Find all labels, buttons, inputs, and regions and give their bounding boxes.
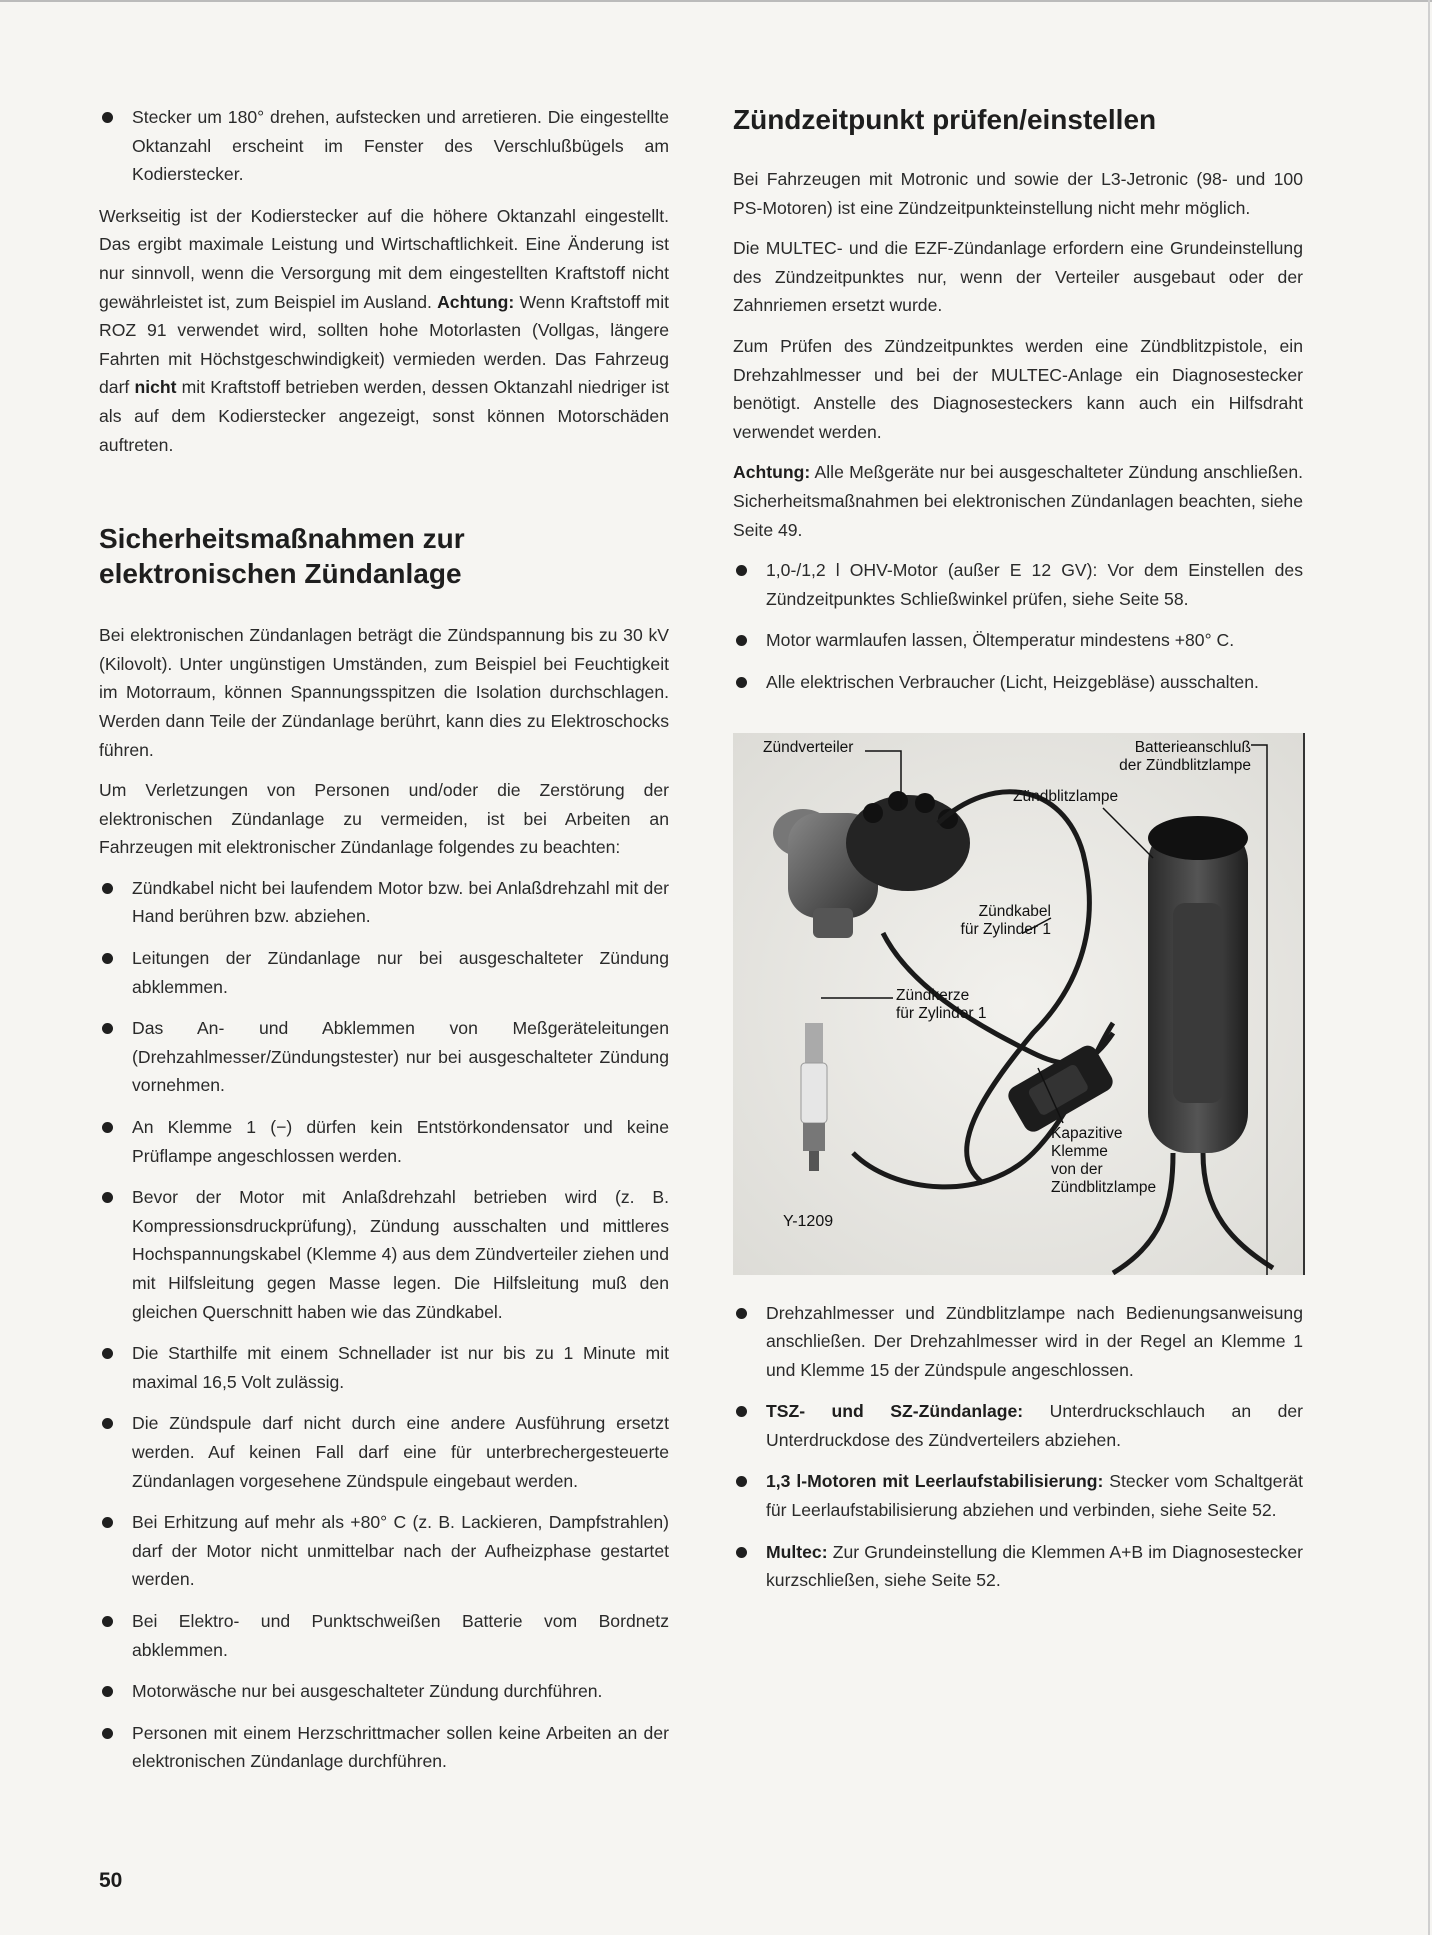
list-item: Bei Elektro- und Punktschweißen Batterie vom Bordnetz abklemmen. (99, 1607, 669, 1664)
bold-nicht: nicht (134, 377, 177, 398)
timing-light-shape (1148, 816, 1248, 1153)
section-heading-safety (99, 521, 669, 591)
list-item: Bei Erhitzung auf mehr als +80° C (z. B. Lackieren, Dampfstrahlen) darf der Motor nicht unmittelbar nach der Aufheizphase gestartet werden. (99, 1508, 669, 1594)
list-item (733, 1538, 1303, 1595)
list-item: Die Starthilfe mit einem Schnellader ist nur bis zu 1 Minute mit maximal 16,5 Volt zulässig. (99, 1339, 669, 1396)
bullet-lead: Multec: (766, 1541, 828, 1562)
bullet-text: Zur Grundeinstellung die Klemmen A+B im Diagnosestecker kurzschließen, siehe Seite 52. (766, 1541, 1304, 1591)
bullet-text: Unterdruckschlauch an der Unterdruckdose des Zündverteilers abziehen. (766, 1401, 1303, 1450)
prep-bullet-list (733, 556, 1303, 696)
label-spark-plug (896, 987, 986, 1023)
label-battery-connection (1101, 739, 1251, 775)
list-item (733, 1299, 1303, 1385)
list-item: Alle elektrischen Verbraucher (Licht, Heizgebläse) ausschalten. (733, 668, 1303, 697)
list-item (733, 1397, 1303, 1454)
paragraph-multec: Die MULTEC- und die EZF-Zündanlage erfordern eine Grundeinstellung des Zündzeitpunktes nur, wenn der Verteiler ausgebaut oder der Zahnriemen ersetzt wurde. (733, 238, 1303, 316)
label-distributor: Zündverteiler (763, 738, 854, 756)
para-text: Alle Meßgeräte nur bei ausgeschalteter Zündung anschließen. Sicherheitsmaßnahmen bei elektronischen Zündanlagen beachten, siehe Seite 49. (733, 462, 1303, 540)
label-line: der Zündblitzlampe (1119, 756, 1251, 774)
label-line: Zündblitzlampe (1051, 1178, 1157, 1196)
page-number: 50 (99, 1869, 123, 1892)
top-edge-line (0, 0, 1432, 2)
para-text: Werkseitig ist der Kodierstecker auf die höhere Oktanzahl eingestellt. Das ergibt maximale Leistung und Wirtschaftlichkeit. Eine Änderung ist nur sinnvoll, wenn die Versorgung mit dem eingestellten Kraftstoff nicht gewährleistet ist, zum Beispiel im Ausland. (99, 205, 669, 312)
intro-bullet: Stecker um 180° drehen, aufstecken und arretieren. Die eingestellte Oktanzahl erscheint im Fenster des Verschlußbügels am Kodierstecker. (99, 103, 669, 189)
paragraph-voltage: Bei elektronischen Zündanlagen beträgt die Zündspannung bis zu 30 kV (Kilovolt). Unter ungünstigen Umständen, zum Beispiel bei Feuchtigkeit im Motorraum, können Spannungsspitzen die Isolation durchschlagen. Werden dann Teile der Zündanlage berührt, kann dies zu Elektroschocks führen. (99, 625, 669, 760)
bullet-text: Drehzahlmesser und Zündblitzlampe nach Bedienungsanweisung anschließen. Der Drehzahlmesser wird in der Regel an Klemme 1 und Klemme 15 der Zündspule angeschlossen. (766, 1302, 1303, 1380)
list-item: Bevor der Motor mit Anlaßdrehzahl betrieben wird (z. B. Kompressionsdruckprüfung), Zündung ausschalten und mittleres Hochspannungskabel (Klemme 4) aus dem Zündverteiler ziehen und mit Hilfsleitung gegen Masse legen. Die Hilfsleitung muß den gleichen Querschnitt haben wie das Zündkabel. (99, 1183, 669, 1326)
right-edge-line (1428, 0, 1430, 1935)
list-item (733, 1467, 1303, 1524)
label-line: für Zylinder 1 (960, 920, 1051, 938)
label-line: Kapazitive (1051, 1124, 1123, 1142)
paragraph-motronic: Bei Fahrzeugen mit Motronic und sowie der L3-Jetronic (98- und 100 PS-Motoren) ist eine Zündzeitpunkteinstellung nicht mehr möglich. (733, 169, 1303, 218)
label-capacitive-clamp (1051, 1125, 1156, 1197)
safety-bullet-list (99, 874, 669, 1776)
photo-illustration (733, 733, 1303, 1275)
list-item: 1,0-/1,2 l OHV-Motor (außer E 12 GV): Vor dem Einstellen des Zündzeitpunktes Schließwinkel prüfen, siehe Seite 58. (733, 556, 1303, 613)
para-text: Wenn Kraftstoff mit ROZ 91 verwendet wird, sollten hohe Motorlasten (Vollgas, längere Fahrten mit Höchstgeschwindigkeit) vermieden werden. Das Fahrzeug darf (99, 291, 669, 398)
para-text: mit Kraftstoff betrieben werden, dessen Oktanzahl niedriger ist als auf dem Kodierstecker angezeigt, sonst können Motorschäden auftreten. (99, 377, 670, 455)
heading-line: elektronischen Zündanlage (99, 558, 462, 590)
list-item: Zündkabel nicht bei laufendem Motor bzw. bei Anlaßdrehzahl mit der Hand berühren bzw. abziehen. (99, 874, 669, 931)
paragraph-precautions: Um Verletzungen von Personen und/oder die Zerstörung der elektronischen Zündanlage zu vermeiden, ist bei Arbeiten an Fahrzeugen mit elektronischer Zündanlage folgendes zu beachten: (99, 780, 669, 858)
timing-light-photo (733, 733, 1305, 1275)
label-line: von der (1051, 1160, 1103, 1178)
paragraph-tools: Zum Prüfen des Zündzeitpunktes werden eine Zündblitzpistole, ein Drehzahlmesser und bei der MULTEC-Anlage ein Diagnosestecker benötigt. Anstelle des Diagnosesteckers kann auch ein Hilfsdraht verwendet werden. (733, 335, 1303, 442)
right-column (733, 103, 1303, 1608)
figure-id: Y-1209 (783, 1212, 834, 1230)
list-item: Motor warmlaufen lassen, Öltemperatur mindestens +80° C. (733, 626, 1303, 655)
list-item: Personen mit einem Herzschrittmacher sollen keine Arbeiten an der elektronischen Zündanlage durchführen. (99, 1719, 669, 1776)
list-item: An Klemme 1 (−) dürfen kein Entstörkondensator und keine Prüflampe angeschlossen werden. (99, 1113, 669, 1170)
bullet-lead: 1,3 l-Motoren mit Leerlaufstabilisierung: (766, 1471, 1104, 1492)
label-line: Zündkerze (896, 986, 970, 1004)
paragraph-kodierstecker (99, 202, 669, 459)
section-heading-timing: Zündzeitpunkt prüfen/einstellen (733, 104, 1157, 135)
bullet-lead: TSZ- und SZ-Zündanlage: (766, 1401, 1024, 1422)
list-item: Die Zündspule darf nicht durch eine andere Ausführung ersetzt werden. Auf keinen Fall darf eine für unterbrechergesteuerte Zündanlagen vorgesehene Zündspule eingebaut werden. (99, 1409, 669, 1495)
label-line: Batterieanschluß (1134, 738, 1251, 756)
heading-line: Sicherheitsmaßnahmen zur (99, 523, 465, 555)
label-line: für Zylinder 1 (896, 1004, 987, 1022)
bold-warning: Achtung: (437, 291, 515, 312)
bullet-text: Stecker vom Schaltgerät für Leerlaufstabilisierung abziehen und verbinden, siehe Seite 52. (766, 1471, 1303, 1521)
list-item: Motorwäsche nur bei ausgeschalteter Zündung durchführen. (99, 1677, 669, 1706)
label-line: Zündkabel (978, 902, 1051, 920)
label-line: Klemme (1051, 1142, 1108, 1160)
label-timing-light: Zündblitzlampe (1013, 787, 1119, 805)
left-column (99, 103, 669, 1789)
list-item: Leitungen der Zündanlage nur bei ausgeschalteter Zündung abklemmen. (99, 944, 669, 1001)
bold-warning: Achtung: (733, 462, 811, 483)
label-ignition-cable (933, 903, 1051, 939)
setup-bullet-list (733, 1299, 1303, 1595)
paragraph-warning (733, 458, 1303, 544)
list-item: Das An- und Abklemmen von Meßgeräteleitungen (Drehzahlmesser/Zündungstester) nur bei ausgeschalteter Zündung vornehmen. (99, 1014, 669, 1100)
